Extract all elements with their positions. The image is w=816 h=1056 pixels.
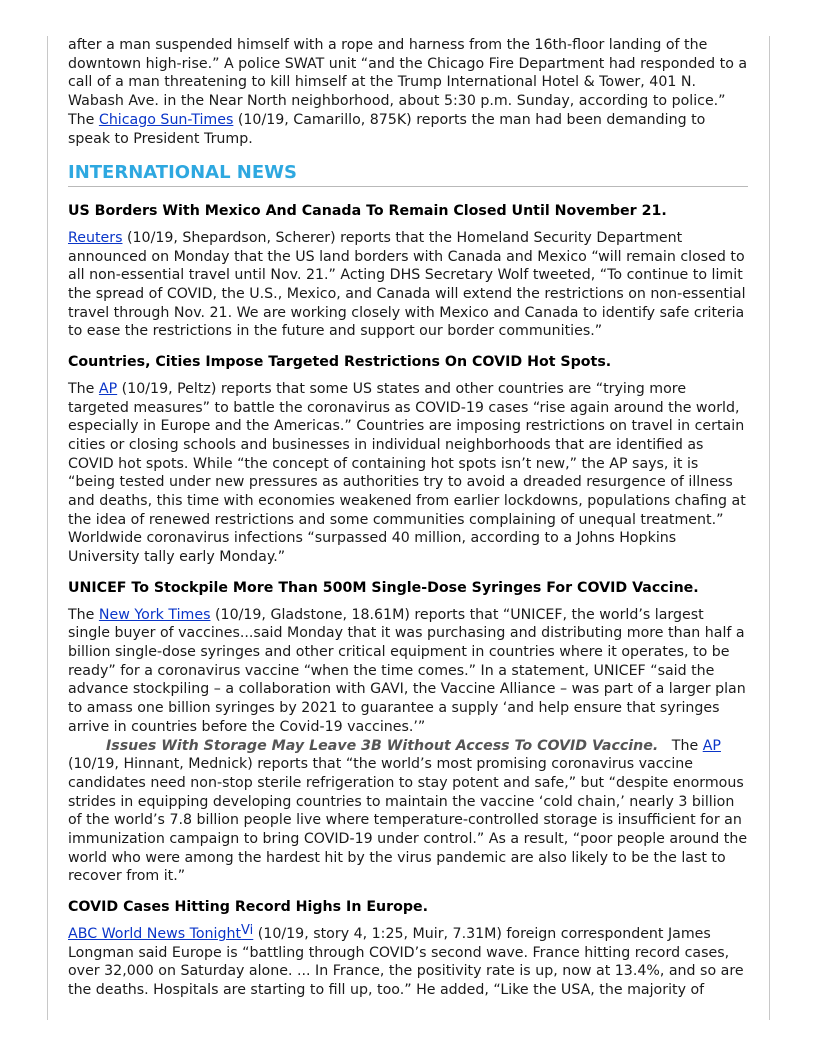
- story-pre-unicef: The: [68, 606, 99, 623]
- sub-story-pre: The: [658, 737, 703, 754]
- intro-text: after a man suspended himself with a rope and harness from the 16th-floor landing of the downtown high-rise.” A police SWAT unit “and the Chicago Fire Department had responded to a call of a man threatening to kill himself at the Trump International Hotel & Tower, 401 N. Wabash Ave. in the Near North neighborhood, about 5:30 p.m. Sunday, according to police.” The: [68, 37, 748, 128]
- document-page: [47, 36, 770, 1020]
- story-text-borders: (10/19, Shepardson, Scherer) reports that the Homeland Security Department announced on Monday that the US land borders with Canada and Mexico “will remain closed to all non-essential travel until Nov. 21.” Acting DHS Secretary Wolf tweeted, “To continue to limit the spread of COVID, the U.S., Mexico, and Canada will extend the restrictions on non-essential travel through Nov. 21. We are working closely with Mexico and Canada to identify safe criteria to ease the restrictions in the future and support our border communities.”: [68, 229, 746, 340]
- intro-text-end: (10/19, Camarillo, 875K) reports the man had been demanding to speak to President Trump.: [68, 111, 706, 147]
- story-title-unicef: UNICEF To Stockpile More Than 500M Single-Dose Syringes For COVID Vaccine.: [68, 579, 699, 596]
- story-body-unicef: [68, 606, 748, 737]
- story-text-hotspots: (10/19, Peltz) reports that some US states and other countries are “trying more targeted measures” to battle the coronavirus as COVID-19 cases “rise again around the world, especially in Europe and the Americas.” Countries are imposing restrictions on travel in certain cities or closing schools and businesses in individual neighborhoods that are identified as COVID hot spots. While “the concept of containing hot spots isn’t new,” the AP says, it is “being tested under new pressures as authorities try to avoid a dreaded resurgence of illness and deaths, this time with economies weakened from earlier lockdowns, populations chafing at the idea of renewed restrictions and some communities complaining of unequal treatment.” Worldwide coronavirus infections “surpassed 40 million, according to a Johns Hopkins University tally early Monday.”: [68, 380, 746, 566]
- new-york-times-link[interactable]: New York Times: [98, 606, 211, 623]
- intro-paragraph: [68, 36, 748, 148]
- reuters-link[interactable]: Reuters: [68, 229, 123, 246]
- section-heading-international-news: INTERNATIONAL NEWS: [68, 161, 748, 187]
- ap-link[interactable]: AP: [98, 380, 118, 397]
- sub-story-text-storage: (10/19, Hinnant, Mednick) reports that “the world’s most promising coronavirus vaccine candidates need non-stop sterile refrigeration to stay potent and safe,” but “despite enormous strides in equipping developing countries to maintain the vaccine ‘cold chain,’ nearly 3 billion of the world’s 7.8 billion people live where temperature-controlled storage is insufficient for an immunization campaign to bring COVID-19 under control.” As a result, “poor people around the world who were among the hardest hit by the virus pandemic are also likely to be the last to recover from it.”: [68, 756, 748, 885]
- page-content: [68, 36, 748, 1000]
- sub-story-storage: [68, 737, 748, 887]
- story-title-hotspots: Countries, Cities Impose Targeted Restrictions On COVID Hot Spots.: [68, 354, 612, 371]
- chicago-sun-times-link[interactable]: Chicago Sun-Times: [98, 111, 234, 128]
- ap-link-storage[interactable]: AP: [702, 737, 721, 754]
- story-text-europe: (10/19, story 4, 1:25, Muir, 7.31M) foreign correspondent James Longman said Europe is “battling through COVID’s second wave. France hitting record cases, over 32,000 on Saturday alone. ... In France, the positivity rate is up, now at 13.4%, and so are the deaths. Hospitals are starting to fill up, too.” He added, “Like the USA, the majority of: [68, 925, 744, 998]
- story-body-europe: [68, 922, 748, 1000]
- story-title-borders: US Borders With Mexico And Canada To Remain Closed Until November 21.: [68, 203, 667, 220]
- story-body-hotspots: [68, 380, 748, 567]
- video-indicator-sup: Vi: [241, 922, 254, 938]
- sub-story-title-storage: Issues With Storage May Leave 3B Without Access To COVID Vaccine.: [106, 737, 659, 754]
- story-text-unicef: (10/19, Gladstone, 18.61M) reports that “UNICEF, the world’s largest single buyer of vaccines...said Monday that it was purchasing and distributing more than half a billion single-dose syringes and other critical equipment in countries where it operates, to be ready” for a coronavirus vaccine “when the time comes.” In a statement, UNICEF “said the advance stockpiling – a collaboration with GAVI, the Vaccine Alliance – was part of a larger plan to amass one billion syringes by 2021 to guarantee a supply ‘and help ensure that syringes arrive in countries before the Covid-19 vaccines.’”: [68, 606, 746, 735]
- abc-world-news-link[interactable]: [68, 922, 254, 942]
- story-body-borders: [68, 229, 748, 341]
- abc-link-text: ABC World News Tonight: [68, 925, 242, 942]
- story-pre-hotspots: The: [68, 380, 99, 397]
- story-title-europe: COVID Cases Hitting Record Highs In Europe.: [68, 899, 429, 916]
